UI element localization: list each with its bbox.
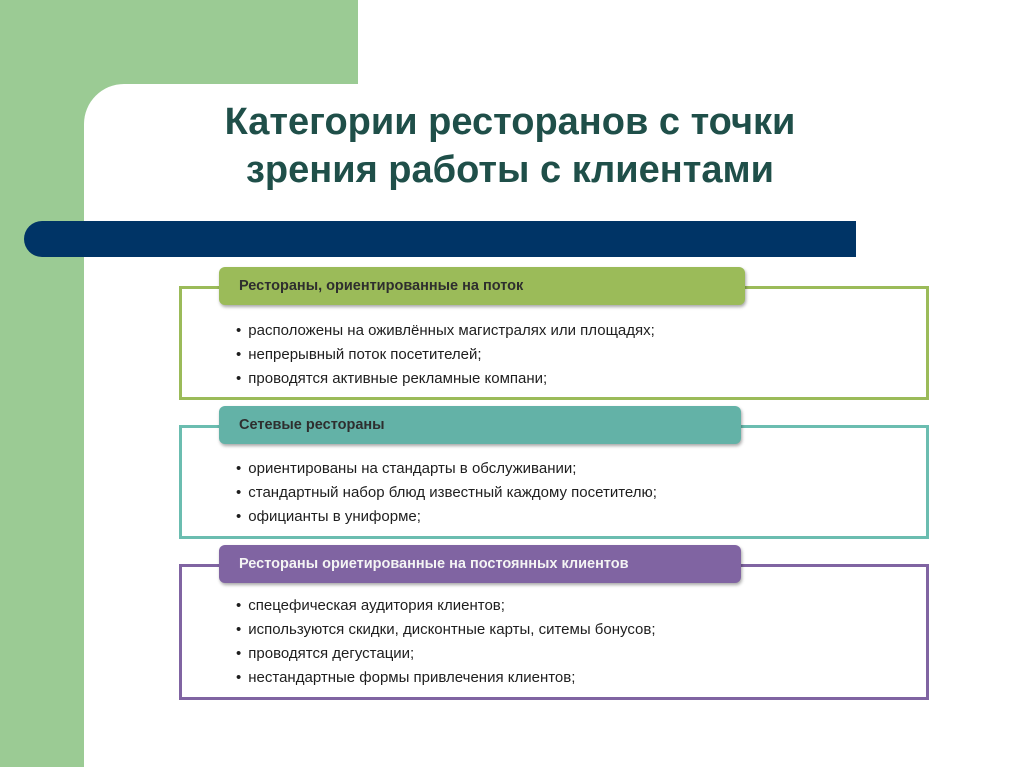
category-flow-restaurants [179, 267, 929, 400]
list-item: • нестандартные формы привлечения клиентов; [236, 666, 656, 690]
list-item: • непрерывный поток посетителей; [236, 343, 655, 367]
slide-title [150, 98, 870, 194]
category-header: Сетевые рестораны [219, 406, 741, 444]
category-header: Рестораны ориетированные на постоянных клиентов [219, 545, 741, 583]
list-item: • расположены на оживлённых магистралях или площадях; [236, 319, 655, 343]
list-item: • официанты в униформе; [236, 505, 657, 529]
category-header: Рестораны, ориентированные на поток [219, 267, 745, 305]
slide-title-line-2: зрения работы с клиентами [246, 149, 774, 191]
list-item: • используются скидки, дисконтные карты, ситемы бонусов; [236, 618, 656, 642]
slide-title-line-1: Категории ресторанов с точки [224, 101, 796, 143]
list-item: • проводятся дегустации; [236, 642, 656, 666]
category-bullet-list [236, 319, 655, 391]
category-chain-restaurants [179, 406, 929, 539]
list-item: • стандартный набор блюд известный каждому посетителю; [236, 481, 657, 505]
title-divider-bar [24, 221, 856, 257]
list-item: • ориентированы на стандарты в обслуживании; [236, 457, 657, 481]
list-item: • проводятся активные рекламные компани; [236, 367, 655, 391]
list-item: • спецефическая аудитория клиентов; [236, 594, 656, 618]
category-bullet-list [236, 457, 657, 529]
category-regular-client-restaurants [179, 545, 929, 700]
category-bullet-list [236, 594, 656, 690]
